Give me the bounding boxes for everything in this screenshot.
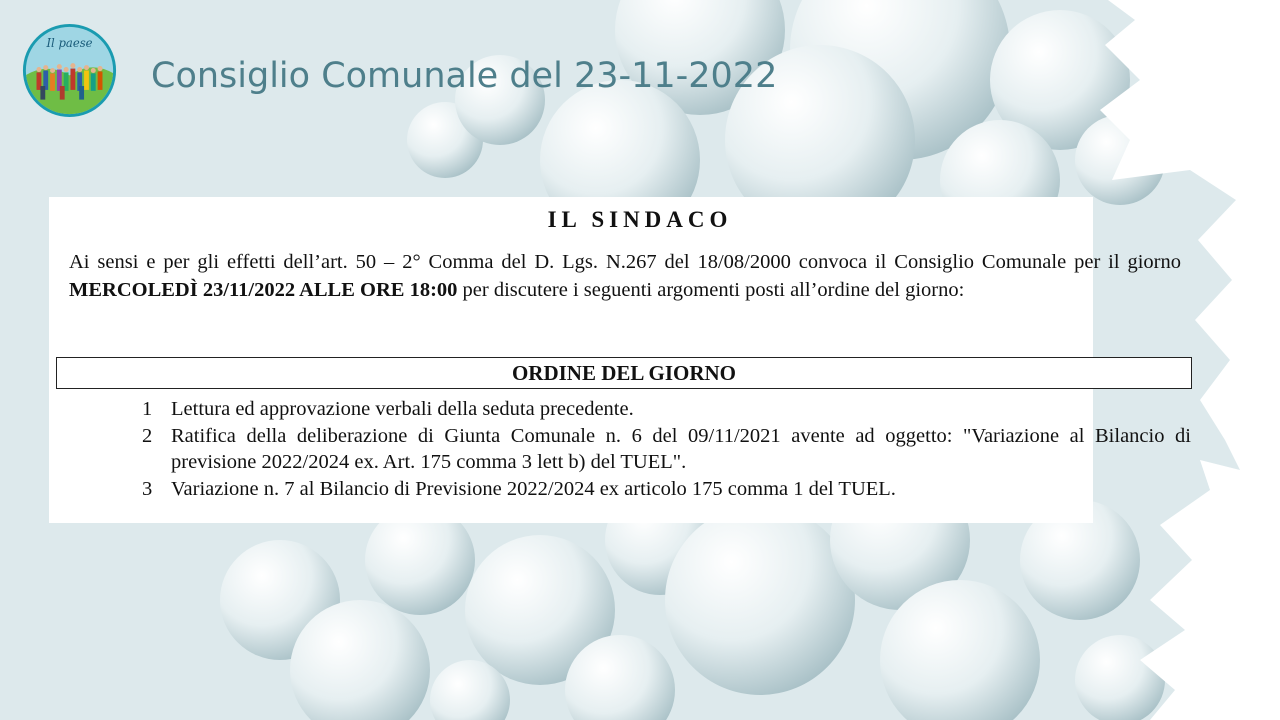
agenda-item	[138, 396, 1191, 423]
il-paese-logo	[21, 22, 118, 119]
agenda-item-text: Ratifica della deliberazione di Giunta Comunale n. 6 del 09/11/2021 avente ad oggetto: "Variazione al Bilancio di previsione 2022/2024 ex. Art. 175 comma 3 lett b) del TUEL".	[171, 424, 1191, 473]
page-title: Consiglio Comunale del 23-11-2022	[151, 56, 778, 96]
agenda-item	[138, 423, 1191, 476]
intro-text-2: per discutere i seguenti argomenti posti all’ordine del giorno:	[457, 279, 965, 301]
meeting-date: MERCOLEDÌ 23/11/2022 ALLE ORE 18:00	[69, 279, 458, 301]
agenda-item-number: 1	[142, 398, 153, 420]
agenda-item	[138, 476, 1191, 503]
agenda-item-number: 3	[142, 477, 153, 500]
logo-text: Il paese	[46, 36, 93, 51]
document-heading: IL SINDACO	[547, 207, 733, 232]
agenda-title-box	[56, 357, 1192, 389]
agenda-item-text: Variazione n. 7 al Bilancio di Previsione 2022/2024 ex articolo 175 comma 1 del TUEL.	[171, 477, 896, 500]
agenda-item-number: 2	[142, 424, 153, 447]
intro-text-1: Ai sensi e per gli effetti dell’art. 50 – 2° Comma del D. Lgs. N.267 del 18/08/2000 convoca il Consiglio Comunale per il giorno	[69, 251, 1181, 273]
intro-paragraph	[69, 248, 1181, 304]
agenda-list	[138, 396, 1191, 502]
agenda-title: ORDINE DEL GIORNO	[511, 361, 737, 385]
agenda-item-text: Lettura ed approvazione verbali della seduta precedente.	[171, 398, 634, 420]
